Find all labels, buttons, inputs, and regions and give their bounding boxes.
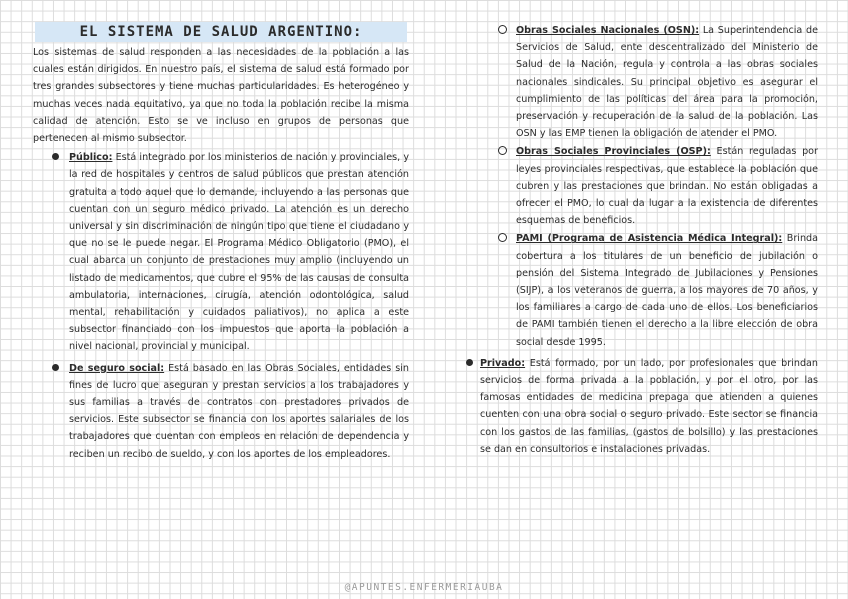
publico-text: Está integrado por los ministerios de nación y provinciales, y la red de hospitales y centros de salud públicos que prestan atención gratuita a todo aquel que lo demande, incluyendo a las personas que cuentan con un seguro médico privado. La atención es un derecho universal y sin discriminación de ningún tipo que tiene el ciudadano y que no se le puede negar. El Programa Médico Obligatorio (PMO), el cual abarca un conjunto de prestaciones muy amplio (incluyendo un listado de medicamentos, que cubre el 95% de las causas de consulta ambulatoria, internaciones, cirugía, atención odontológica, salud mental, rehabilitación y cuidados paliativos), no aplica a este subsector financiado con los impuestos que aporta la población a nivel nacional, provincial y municipal. [69, 152, 409, 353]
bullet-dot-icon [52, 364, 59, 371]
intro-paragraph: Los sistemas de salud responden a las necesidades de la población a las cuales están dirigidos. En nuestro país, el sistema de salud está formado por tres grandes subsectores y tiene muchas particularidades. Es heterogéneo y muchas veces nada equitativo, ya que no toda la población recibe la misma calidad de atención. Esto se ve incluso en grupos de personas que pertenecen al mismo subsector. [33, 47, 409, 145]
osn-text: La Superintendencia de Servicios de Salud, ente descentralizado del Ministerio de Salud de la Nación, regula y controla a las obras sociales nacionales sindicales. Su principal objetivo es asegurar el cumplimiento de las políticas del área para la promoción, preservación y recuperación de la salud de la población. Las OSN y las EMP tienen la obligación de atender el PMO. [516, 25, 819, 140]
pami-text: Brinda cobertura a los titulares de un beneficio de jubilación o pensión del Sistema Integrado de Jubilaciones y Pensiones (SIJP), a los veteranos de guerra, a los mayores de 70 años, y los familiares a cargo de cada uno de ellos. Los beneficiarios de PAMI también tienen el derecho a la libre elección de obra social desde 1995. [516, 233, 819, 348]
seguro-social-text: Está basado en las Obras Sociales, entidades sin fines de lucro que aseguran y prestan servicios a los trabajadores y sus familias a través de contratos con prestadores privados de servicios. Este subsector se financia con los aportes salariales de los trabajadores que cuentan con empleos en relación de dependencia y reciben un recibo de sueldo, y con los aportes de los empleadores. [69, 362, 410, 460]
bullet-circle-icon [498, 233, 507, 242]
bullet-publico [69, 149, 409, 355]
subitem-osp [516, 143, 818, 229]
osn-term: Obras Sociales Nacionales (OSN): [516, 25, 700, 36]
left-column [33, 22, 409, 463]
bullet-circle-icon [498, 146, 507, 155]
seguro-social-term: De seguro social: [69, 362, 165, 374]
bullet-seguro-social [69, 360, 409, 463]
osp-term: Obras Sociales Provinciales (OSP): [516, 146, 711, 158]
subitem-pami [516, 230, 818, 350]
page-title: EL SISTEMA DE SALUD ARGENTINO: [35, 22, 407, 42]
publico-term: Público: [69, 152, 113, 164]
footer-watermark: @APUNTES.ENFERMERIAUBA [344, 582, 504, 593]
bullet-dot-icon [52, 153, 59, 160]
subitem-osn [516, 22, 818, 142]
bullet-privado [480, 355, 818, 458]
privado-term: Privado: [480, 357, 526, 369]
bullet-circle-icon [498, 25, 507, 34]
privado-paragraph [480, 355, 818, 458]
seguro-social-paragraph [69, 360, 409, 463]
pami-term: PAMI (Programa de Asistencia Médica Integral): [516, 233, 783, 245]
publico-paragraph [69, 149, 409, 355]
osn-paragraph [516, 22, 818, 142]
privado-text: Está formado, por un lado, por profesionales que brindan servicios de forma privada a la población, y por el otro, por las famosas entidades de medicina prepaga que atienden a quienes cuenten con una obra social o seguro privado. Este sector se financia con los gastos de las familias, (gastos de bolsillo) y las prestaciones se dan en consultorios e instalaciones privadas. [480, 357, 818, 455]
bullet-dot-icon [466, 359, 473, 366]
right-column [466, 22, 818, 458]
osp-text: Están reguladas por leyes provinciales respectivas, que establece la población que cubren y las prestaciones que brindan. No están obligadas a ofrecer el PMO, lo cual da lugar a la existencia de diferentes esquemas de beneficios. [516, 146, 818, 227]
pami-paragraph [516, 230, 818, 350]
osp-paragraph [516, 143, 818, 229]
